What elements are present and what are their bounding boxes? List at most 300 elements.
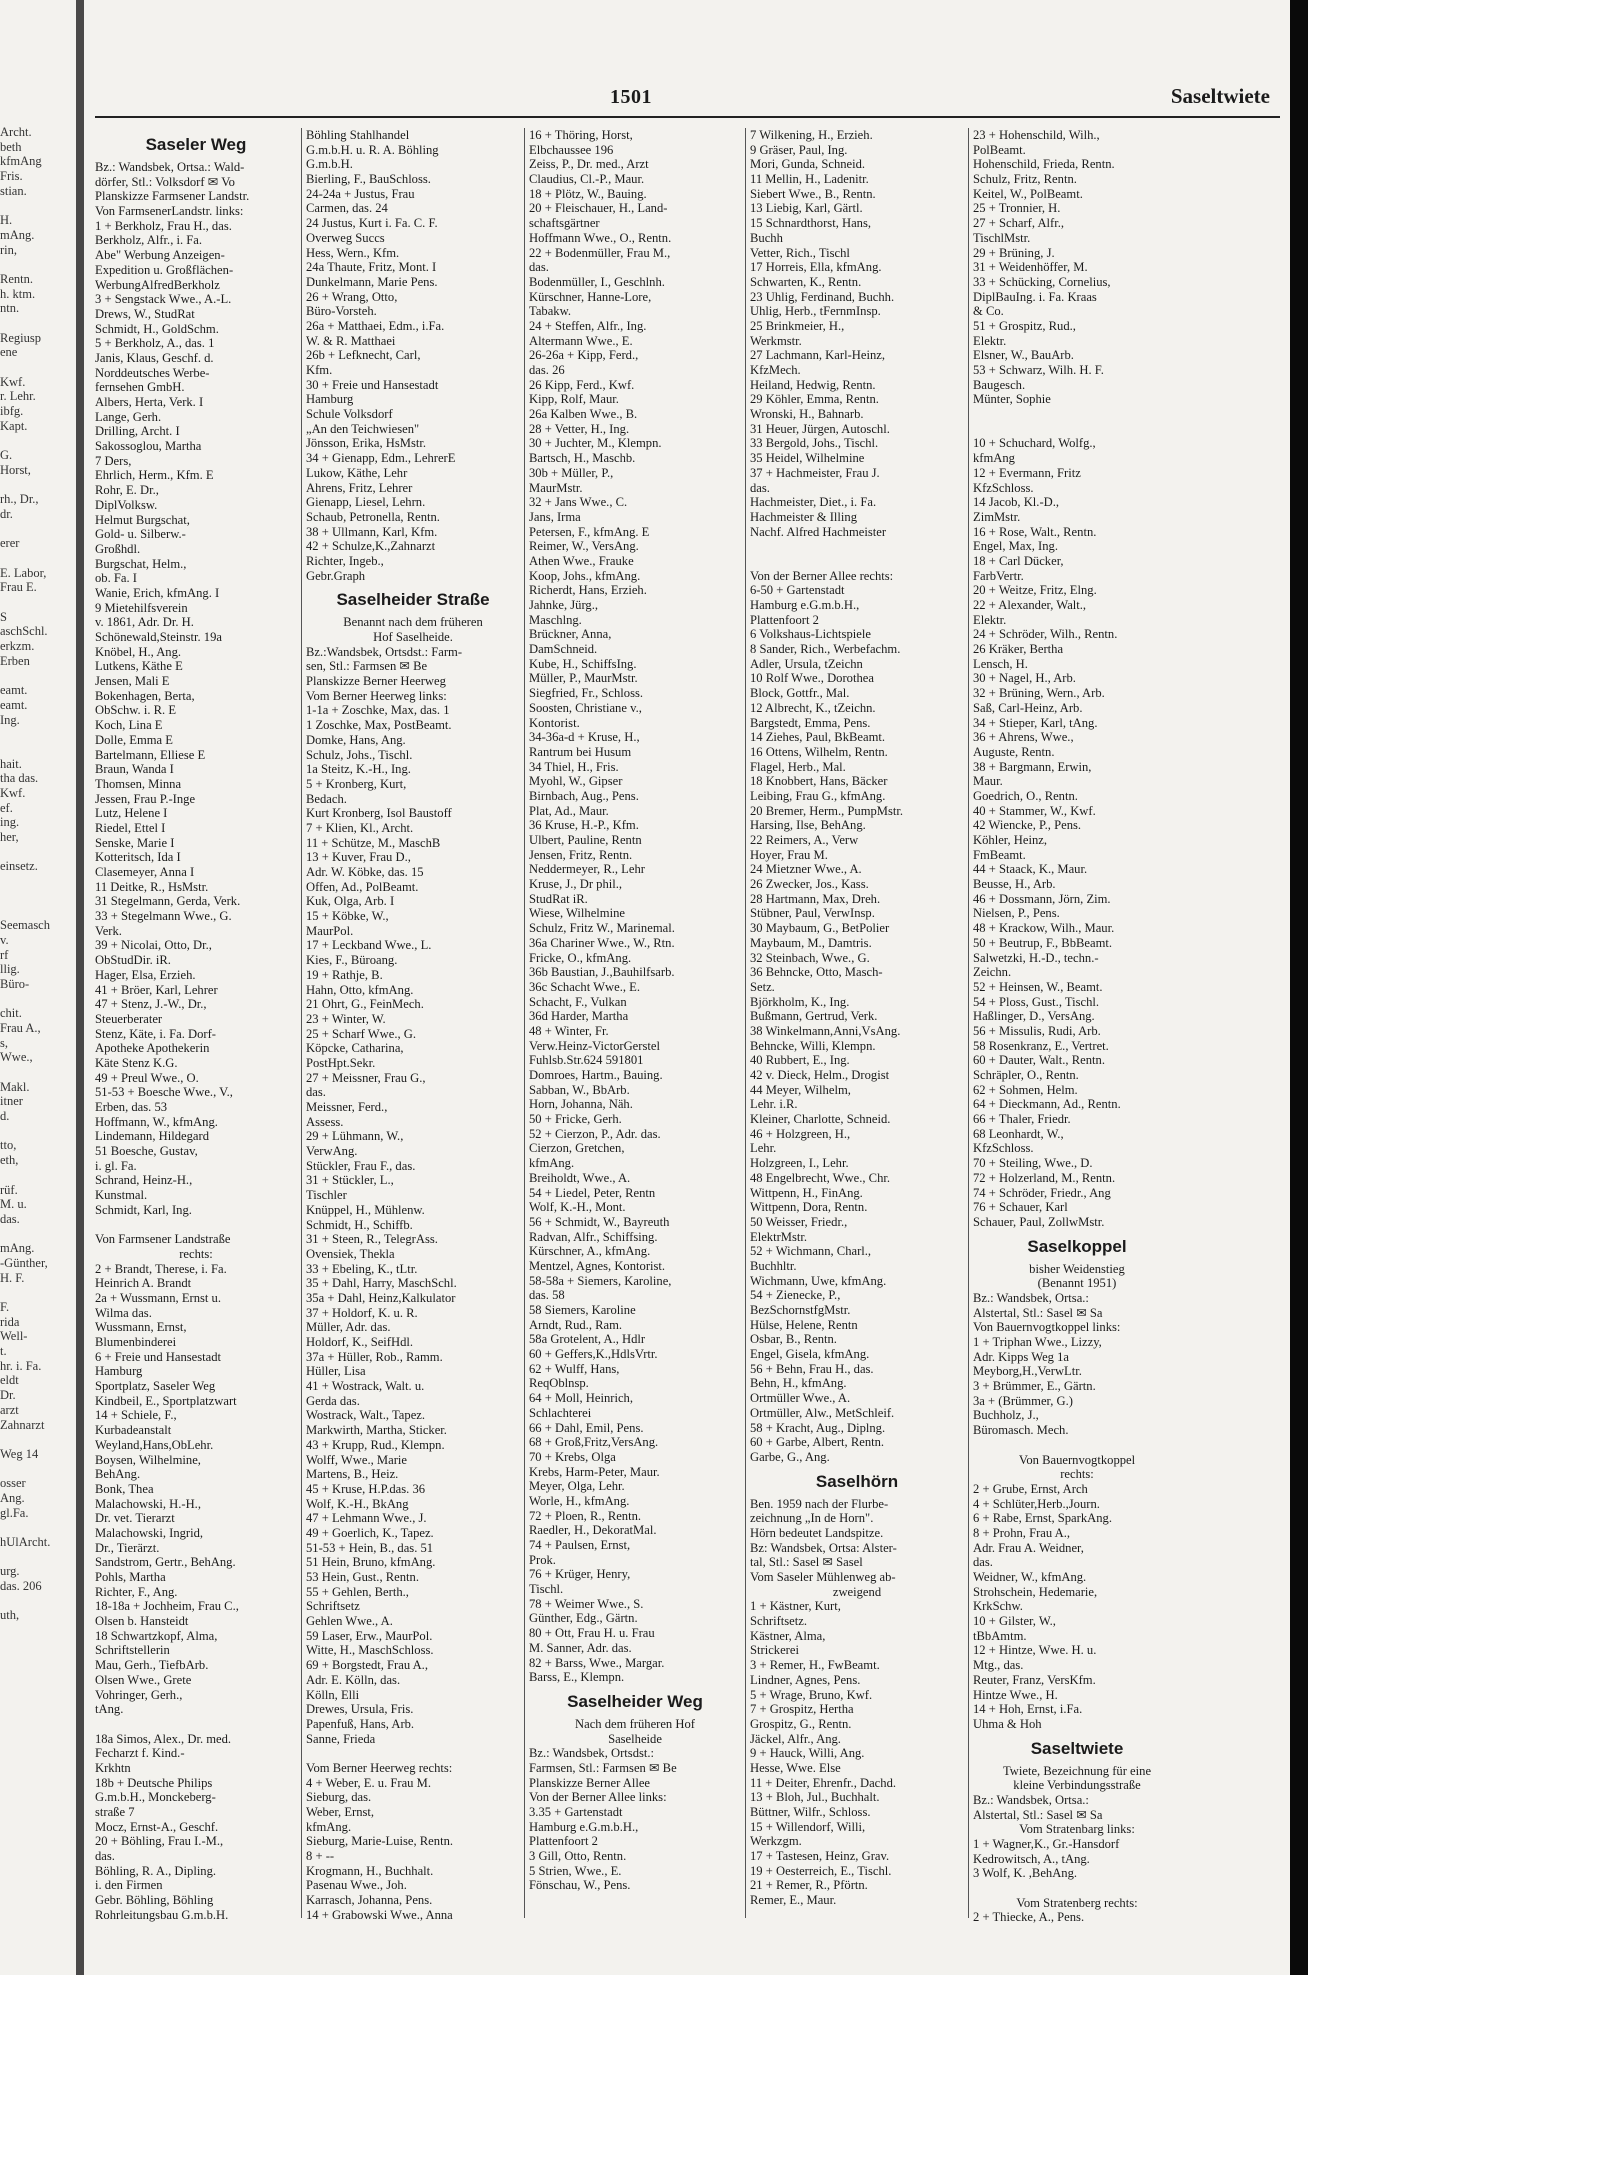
street-note: (Benannt 1951) <box>1037 1276 1117 1291</box>
directory-entry: 56 + Missulis, Rudi, Arb. <box>973 1023 1101 1038</box>
directory-entry: ObStudDir. iR. <box>95 953 171 968</box>
directory-entry: 24 + Schröder, Wilh., Rentn. <box>973 627 1118 642</box>
directory-entry: 31 Stegelmann, Gerda, Verk. <box>95 894 241 909</box>
directory-entry: Bz.: Wandsbek, Ortsa.: <box>973 1792 1089 1807</box>
directory-entry: Lutz, Helene I <box>95 806 168 821</box>
directory-entry: 28 Hartmann, Max, Dreh. <box>750 891 881 906</box>
directory-entry: 74 + Schröder, Friedr., Ang <box>973 1185 1111 1200</box>
directory-entry: Bz.: Wandsbek, Ortsa.: Wald- <box>95 160 245 174</box>
directory-entry: 20 + Böhling, Frau I.-M., <box>95 1834 224 1849</box>
directory-entry: Olsen Wwe., Grete <box>95 1672 192 1687</box>
directory-entry: 16 + Thöring, Horst, <box>529 128 633 142</box>
directory-entry: KfzSchloss. <box>973 1141 1034 1156</box>
margin-fragment: v. <box>0 932 9 947</box>
directory-entry: Kotteritsch, Ida I <box>95 850 181 865</box>
directory-entry: Sanne, Frieda <box>306 1731 376 1746</box>
directory-entry: Verk. <box>95 923 122 938</box>
margin-fragment <box>0 1227 72 1242</box>
directory-entry: KfzSchloss. <box>973 480 1034 495</box>
margin-fragment: ing. <box>0 815 20 830</box>
directory-entry: W. & R. Matthaei <box>306 333 396 348</box>
directory-entry: Böhling, R. A., Dipling. <box>95 1863 217 1878</box>
directory-entry: 3 + Brümmer, E., Gärtn. <box>973 1379 1096 1394</box>
directory-entry: Keitel, W., PolBeamt. <box>973 186 1083 201</box>
directory-entry: Kruse, J., Dr phil., <box>529 877 623 892</box>
directory-entry: Gerda das. <box>306 1393 360 1408</box>
directory-entry: Baugesch. <box>973 377 1026 392</box>
margin-fragment: Ing. <box>0 712 20 727</box>
directory-entry: Buchh <box>750 230 783 245</box>
directory-entry: Gebr.Graph <box>306 568 366 583</box>
directory-entry: ZimMstr. <box>973 509 1021 524</box>
margin-fragment: Zahnarzt <box>0 1417 45 1432</box>
margin-fragment: h. ktm. <box>0 286 36 301</box>
directory-entry: Knöbel, H., Ang. <box>95 644 182 659</box>
margin-fragment: einsetz. <box>0 859 38 874</box>
directory-entry: 40 + Stammer, W., Kwf. <box>973 803 1096 818</box>
directory-entry: Albers, Herta, Verk. I <box>95 395 204 409</box>
directory-entry: tBbAmtm. <box>973 1628 1027 1643</box>
directory-entry: Petersen, F., kfmAng. E <box>529 524 650 539</box>
directory-entry: Offen, Ad., PolBeamt. <box>306 879 419 894</box>
directory-entry: das. <box>973 1555 993 1570</box>
header-rule <box>95 116 1280 118</box>
directory-entry: 11 Deitke, R., HsMstr. <box>95 879 209 894</box>
directory-entry: 51-53 + Hein, B., das. 51 <box>306 1540 434 1555</box>
directory-entry: Böhling Stahlhandel <box>306 128 410 142</box>
directory-entry: 23 Uhlig, Ferdinand, Buchh. <box>750 289 895 304</box>
directory-column-4 <box>750 128 964 1928</box>
directory-entry: 1 + Wagner,K., Gr.-Hansdorf <box>973 1837 1120 1851</box>
column-divider <box>524 128 525 1918</box>
directory-entry: 17 + Leckband Wwe., L. <box>306 938 432 953</box>
street-heading: Saseltwiete <box>1030 1738 1124 1758</box>
directory-entry: ob. Fa. I <box>95 571 137 586</box>
directory-entry: i. den Firmen <box>95 1878 163 1893</box>
directory-entry: Ortmüller, Alw., MetSchleif. <box>750 1405 895 1420</box>
directory-entry: Domroes, Hartm., Bauing. <box>529 1068 663 1082</box>
directory-entry: 72 + Holzerland, M., Rentn. <box>973 1170 1116 1185</box>
directory-entry: 18 + Carl Dücker, <box>973 553 1064 568</box>
margin-fragment: Kwf. <box>0 374 26 389</box>
directory-entry: 13 + Kuver, Frau D., <box>306 850 411 865</box>
street-note: rechts: <box>1060 1467 1094 1482</box>
directory-entry: 21 + Remer, R., Pförtn. <box>750 1878 868 1893</box>
margin-fragment: t. <box>0 1344 7 1359</box>
directory-entry: 62 + Wulff, Hans, <box>529 1361 620 1376</box>
directory-entry: Behncke, Willi, Klempn. <box>750 1038 876 1053</box>
directory-entry: 68 + Groß,Fritz,VersAng. <box>529 1435 659 1450</box>
directory-entry: Elbchaussee 196 <box>529 142 614 157</box>
directory-entry: Fricke, O., kfmAng. <box>529 950 632 965</box>
directory-entry: Planskizze Berner Heerweg <box>306 674 446 689</box>
directory-entry: Bonk, Thea <box>95 1481 154 1496</box>
directory-entry: 30 Maybaum, G., BetPolier <box>750 921 890 936</box>
directory-entry: Auguste, Rentn. <box>973 744 1055 759</box>
directory-entry: 37a + Hüller, Rob., Ramm. <box>306 1349 443 1364</box>
directory-entry: Mtg., das. <box>973 1658 1024 1673</box>
directory-entry: Sieburg, das. <box>306 1790 372 1805</box>
directory-entry: Saß, Carl-Heinz, Arb. <box>973 700 1083 715</box>
directory-entry: Kies, F., Büroang. <box>306 953 398 968</box>
page-number: 1501 <box>610 86 652 108</box>
directory-entry: DamSchneid. <box>529 642 598 657</box>
directory-entry: Lutkens, Käthe E <box>95 659 183 674</box>
directory-entry: 36c Schacht Wwe., E. <box>529 979 640 994</box>
margin-fragment: her, <box>0 830 19 844</box>
directory-entry: 27 + Scharf, Alfr., <box>973 216 1065 231</box>
directory-entry: Engel, Gisela, kfmAng. <box>750 1347 870 1362</box>
directory-entry: Bz.:Wandsbek, Ortsdst.: Farm- <box>306 644 463 659</box>
directory-entry: 7 Ders, <box>95 453 132 468</box>
directory-entry: 26a + Matthaei, Edm., i.Fa. <box>306 318 445 333</box>
directory-entry: Drilling, Archt. I <box>95 424 180 439</box>
directory-entry: Maur. <box>973 774 1003 789</box>
directory-entry: 32 Steinbach, Wwe., G. <box>750 950 870 965</box>
directory-entry: Rantrum bei Husum <box>529 744 632 759</box>
margin-fragment: hait. <box>0 756 22 771</box>
margin-fragment: E. Labor, <box>0 565 47 580</box>
directory-entry: Norddeutsches Werbe- <box>95 365 210 380</box>
directory-entry: 36 Behncke, Otto, Masch- <box>750 965 883 980</box>
directory-entry: Plat, Ad., Maur. <box>529 803 609 818</box>
street-note: Vom Stratenberg rechts: <box>1016 1895 1138 1910</box>
directory-entry: 35 Heidel, Wilhelmine <box>750 451 865 466</box>
directory-entry: Bz.: Wandsbek, Ortsdst.: <box>529 1746 655 1761</box>
directory-entry: MaurPol. <box>306 923 354 938</box>
directory-entry: Wilma das. <box>95 1305 152 1320</box>
directory-entry: Stenz, Käte, i. Fa. Dorf- <box>95 1026 217 1041</box>
directory-entry: 70 + Steiling, Wwe., D. <box>973 1156 1093 1171</box>
directory-entry: das. <box>529 260 549 275</box>
margin-fragment <box>0 727 72 742</box>
street-note: Twiete, Bezeichnung für eine <box>1002 1763 1152 1778</box>
directory-entry: Dr. vet. Tierarzt <box>95 1511 175 1526</box>
directory-entry: 12 + Evermann, Fritz <box>973 465 1081 480</box>
directory-entry: 51 + Grospitz, Rud., <box>973 318 1076 333</box>
page-gutter <box>76 0 84 1975</box>
directory-entry: 26-26a + Kipp, Ferd., <box>529 348 639 363</box>
directory-entry: DiplBauIng. i. Fa. Kraas <box>973 289 1097 304</box>
margin-fragment: mAng. <box>0 1241 35 1256</box>
directory-entry: 1 Zoschke, Max, PostBeamt. <box>306 718 452 733</box>
directory-entry: Meyborg,H.,VerwLtr. <box>973 1364 1082 1379</box>
directory-entry: Hüller, Lisa <box>306 1364 366 1379</box>
directory-entry: 76 + Krüger, Henry, <box>529 1567 631 1582</box>
directory-entry: 52 + Wichmann, Charl., <box>750 1244 872 1259</box>
directory-entry: 4 + Weber, E. u. Frau M. <box>306 1775 431 1790</box>
margin-fragment: Erben <box>0 653 30 668</box>
directory-entry: Hohenschild, Frieda, Rentn. <box>973 157 1115 172</box>
directory-entry: 13 + Bloh, Jul., Buchhalt. <box>750 1790 880 1805</box>
directory-entry: 56 + Behn, Frau H., das. <box>750 1361 874 1376</box>
directory-entry: Pasenau Wwe., Joh. <box>306 1878 407 1893</box>
directory-entry: Wanie, Erich, kfmAng. I <box>95 585 220 600</box>
directory-entry: Zeichn. <box>973 965 1012 980</box>
margin-fragment: S <box>0 609 7 624</box>
directory-entry: Von der Berner Allee links: <box>529 1790 667 1805</box>
directory-entry: sen, Stl.: Farmsen ✉ Be <box>306 659 428 674</box>
directory-entry: Maybaum, M., Damtris. <box>750 935 872 950</box>
directory-entry: Brückner, Anna, <box>529 627 612 642</box>
directory-entry: 24 Mietzner Wwe., A. <box>750 862 862 877</box>
margin-fragment: ibfg. <box>0 404 24 419</box>
margin-fragment <box>0 1124 72 1139</box>
directory-entry: 66 + Dahl, Emil, Pens. <box>529 1420 644 1435</box>
directory-entry: 14 + Grabowski Wwe., Anna <box>306 1907 453 1922</box>
directory-entry: Von Farmsener Landstraße <box>95 1232 231 1247</box>
directory-entry: Senske, Marie I <box>95 835 175 850</box>
directory-entry: Karrasch, Johanna, Pens. <box>306 1893 433 1908</box>
column-divider <box>301 128 302 1918</box>
directory-entry: Wittpenn, Dora, Rentn. <box>750 1200 868 1215</box>
directory-entry: 11 Mellin, H., Ladenitr. <box>750 172 869 187</box>
directory-entry: Braun, Wanda I <box>95 762 174 777</box>
directory-entry: 6 + Freie und Hansestadt <box>95 1349 222 1364</box>
directory-entry: Adler, Ursula, tZeichn <box>750 656 863 671</box>
directory-entry: 18-18a + Jochheim, Frau C., <box>95 1599 239 1614</box>
margin-fragment: Kapt. <box>0 418 28 433</box>
directory-entry: 23 + Hohenschild, Wilh., <box>973 128 1100 142</box>
directory-entry: Bokenhagen, Berta, <box>95 688 195 703</box>
margin-fragment: itner <box>0 1094 23 1109</box>
directory-entry: Malachowski, H.-H., <box>95 1496 201 1511</box>
directory-entry: Wussmann, Ernst, <box>95 1320 187 1335</box>
directory-entry: Vetter, Rich., Tischl <box>750 245 850 260</box>
directory-entry: Janis, Klaus, Geschf. d. <box>95 350 214 365</box>
directory-entry: Planskizze Farmsener Landstr. <box>95 189 250 204</box>
directory-entry: Müller, Adr. das. <box>306 1320 391 1335</box>
directory-entry: 26 Kipp, Ferd., Kwf. <box>529 377 635 392</box>
directory-entry: Wichmann, Uwe, kfmAng. <box>750 1273 887 1288</box>
directory-entry: 30 + Juchter, M., Klempn. <box>529 436 662 451</box>
directory-entry: 43 + Krupp, Rud., Klempn. <box>306 1437 445 1452</box>
directory-entry: 16 + Rose, Walt., Rentn. <box>973 524 1097 539</box>
directory-entry: Flagel, Herb., Mal. <box>750 759 846 774</box>
directory-entry: 82 + Barss, Wwe., Margar. <box>529 1655 665 1670</box>
directory-entry: Hoffmann Wwe., O., Rentn. <box>529 230 672 245</box>
directory-entry: FmBeamt. <box>973 847 1026 862</box>
directory-entry: Kölln, Elli <box>306 1687 360 1702</box>
directory-entry: „An den Teichwiesen" <box>306 421 420 436</box>
directory-entry: Salwetzki, H.-D., techn.- <box>973 950 1099 965</box>
directory-entry: Richter, Ingeb., <box>306 553 384 568</box>
directory-entry: 36d Harder, Martha <box>529 1009 629 1024</box>
directory-entry: Radvan, Alfr., Schiffsing. <box>529 1229 658 1244</box>
directory-entry: Büttner, Wilfr., Schloss. <box>750 1805 871 1819</box>
directory-entry: 11 + Schütze, M., MaschB <box>306 835 441 850</box>
street-note: Hof Saselheide. <box>373 630 453 644</box>
directory-entry: Myohl, W., Gipser <box>529 774 623 789</box>
directory-entry: Schulz, Fritz, Rentn. <box>973 172 1077 187</box>
margin-fragment: Kwf. <box>0 785 26 800</box>
directory-entry: Rohr, E. Dr., <box>95 483 159 498</box>
directory-entry: Kipp, Rolf, Maur. <box>529 392 619 407</box>
directory-entry: Mentzel, Agnes, Kontorist. <box>529 1258 666 1273</box>
street-note: bisher Weidenstieg <box>1029 1261 1125 1276</box>
margin-fragment <box>0 992 72 1007</box>
directory-entry: Athen Wwe., Frauke <box>529 553 634 568</box>
directory-entry: Schauer, Paul, ZollwMstr. <box>973 1214 1105 1229</box>
directory-entry: Strohschein, Hedemarie, <box>973 1584 1098 1599</box>
directory-entry: 38 Winkelmann,Anni,VsAng. <box>750 1023 901 1038</box>
directory-entry: 36 Kruse, H.-P., Kfm. <box>529 818 639 833</box>
directory-entry: Thomsen, Minna <box>95 776 182 791</box>
directory-entry: Wronski, H., Bahnarb. <box>750 407 864 422</box>
directory-entry: Meissner, Ferd., <box>306 1100 388 1114</box>
directory-entry: Schönewald,Steinstr. 19a <box>95 630 222 644</box>
directory-entry: Goedrich, O., Rentn. <box>973 788 1078 803</box>
directory-entry: 3 + Sengstack Wwe., A.-L. <box>95 292 232 307</box>
directory-entry: Overweg Succs <box>306 230 385 245</box>
directory-entry: 4 + Schlüter,Herb.,Journ. <box>973 1496 1100 1511</box>
directory-entry: Weidner, W., kfmAng. <box>973 1570 1087 1584</box>
directory-entry: 42 + Schulze,K.,Zahnarzt <box>306 539 436 554</box>
directory-entry: Kube, H., SchiffsIng. <box>529 656 637 671</box>
margin-fragment: arzt <box>0 1402 19 1417</box>
street-note: Von Bauernvogtkoppel <box>1018 1452 1136 1467</box>
directory-entry: 7 Wilkening, H., Erzieh. <box>750 128 873 142</box>
margin-fragment: tto, <box>0 1138 17 1153</box>
directory-entry: 58 Rosenkranz, E., Vertret. <box>973 1038 1109 1053</box>
directory-entry: 12 + Hintze, Wwe. H. u. <box>973 1643 1097 1658</box>
directory-entry: Hoyer, Frau M. <box>750 847 828 862</box>
margin-fragment: beth <box>0 139 22 154</box>
directory-entry: Björkholm, K., Ing. <box>750 994 850 1009</box>
directory-entry: 15 + Köbke, W., <box>306 909 389 924</box>
directory-entry: 6 + Rabe, Ernst, SparkAng. <box>973 1511 1112 1526</box>
directory-entry: Arndt, Rud., Ram. <box>529 1317 623 1332</box>
directory-entry: 14 + Schiele, F., <box>95 1408 177 1423</box>
directory-entry: Mocz, Ernst-A., Geschf. <box>95 1819 219 1834</box>
directory-entry: Lange, Gerh. <box>95 409 162 424</box>
directory-entry: Kurbadeanstalt <box>95 1423 172 1438</box>
directory-entry: Berkholz, Alfr., i. Fa. <box>95 233 203 248</box>
directory-entry: 26b + Lefknecht, Carl, <box>306 348 421 363</box>
margin-fragment <box>0 1168 72 1183</box>
directory-entry: Claudius, Cl.-P., Maur. <box>529 172 645 187</box>
directory-entry: Ovensiek, Thekla <box>306 1246 395 1261</box>
directory-entry: Fönschau, W., Pens. <box>529 1878 631 1893</box>
directory-entry: 2a + Wussmann, Ernst u. <box>95 1290 221 1305</box>
directory-entry: Schacht, F., Vulkan <box>529 994 627 1009</box>
directory-entry: 2 + Brandt, Therese, i. Fa. <box>95 1261 227 1276</box>
directory-entry: Hamburg e.G.m.b.H., <box>529 1819 639 1834</box>
directory-entry: ElektrMstr. <box>750 1229 808 1244</box>
directory-entry: Steuerberater <box>95 1011 163 1026</box>
directory-entry: Elektr. <box>973 333 1007 348</box>
directory-entry: & Co. <box>973 304 1004 319</box>
directory-entry: Beusse, H., Arb. <box>973 877 1056 892</box>
margin-fragment: eamt. <box>0 697 28 712</box>
running-head: Saseltwiete <box>1170 84 1270 108</box>
directory-entry: Weyland,Hans,ObLehr. <box>95 1437 214 1452</box>
directory-entry: 45 + Kruse, H.P.das. 36 <box>306 1481 426 1496</box>
directory-entry: Schriftsetz. <box>750 1614 808 1629</box>
directory-entry: FarbVertr. <box>973 568 1024 583</box>
margin-fragment: d. <box>0 1109 10 1124</box>
margin-fragment: Well- <box>0 1329 28 1344</box>
directory-entry: 24a Thaute, Fritz, Mont. I <box>306 260 437 275</box>
margin-fragment: Horst, <box>0 462 31 477</box>
directory-entry: 30b + Müller, P., <box>529 465 614 480</box>
directory-entry: Alstertal, Stl.: Sasel ✉ Sa <box>973 1305 1103 1320</box>
directory-entry: Schrand, Heinz-H., <box>95 1173 193 1188</box>
margin-fragment <box>0 1462 72 1477</box>
directory-entry: 54 + Liedel, Peter, Rentn <box>529 1185 656 1200</box>
directory-entry: Hess, Wern., Kfm. <box>306 245 400 260</box>
directory-entry: das. <box>750 480 770 495</box>
directory-entry: 62 + Sohmen, Helm. <box>973 1082 1078 1097</box>
directory-entry: Kleiner, Charlotte, Schneid. <box>750 1112 891 1127</box>
directory-entry: Jäckel, Alfr., Ang. <box>750 1731 841 1746</box>
directory-entry: Sakossoglou, Martha <box>95 439 202 454</box>
directory-entry: Adr. E. Kölln, das. <box>306 1672 401 1687</box>
margin-fragment: tha das. <box>0 771 39 786</box>
directory-entry: Kürschner, A., kfmAng. <box>529 1244 651 1259</box>
directory-entry: Ahrens, Fritz, Lehrer <box>306 480 413 495</box>
margin-fragment: M. u. <box>0 1197 27 1212</box>
directory-entry: Adr. Frau A. Weidner, <box>973 1540 1084 1555</box>
directory-entry: PolBeamt. <box>973 142 1026 157</box>
directory-entry: Elektr. <box>973 612 1007 627</box>
directory-entry: Weber, Ernst, <box>306 1805 375 1819</box>
directory-entry: Bartelmann, Elliese E <box>95 747 206 762</box>
directory-entry: Bodenmüller, I., Geschlnh. <box>529 274 665 289</box>
directory-entry: 22 + Bodenmüller, Frau M., <box>529 245 671 260</box>
directory-entry: Buchhltr. <box>750 1258 797 1273</box>
directory-entry: Wolff, Wwe., Marie <box>306 1452 407 1467</box>
street-note: Benannt nach dem früheren <box>343 615 483 630</box>
directory-entry: 26 Zwecker, Jos., Kass. <box>750 877 869 892</box>
directory-entry: Wolf, K.-H., Mont. <box>529 1200 626 1215</box>
directory-entry: Sieburg, Marie-Luise, Rentn. <box>306 1834 454 1849</box>
directory-entry: Vom Saseler Mühlenweg ab- <box>750 1570 896 1584</box>
margin-fragment: rida <box>0 1314 20 1329</box>
directory-entry: Heiland, Hedwig, Rentn. <box>750 377 876 392</box>
directory-entry: Drews, W., StudRat <box>95 306 195 321</box>
directory-entry: Kürschner, Hanne-Lore, <box>529 289 652 304</box>
directory-entry: das. <box>95 1849 115 1864</box>
directory-entry: Harsing, Ilse, BehAng. <box>750 818 866 833</box>
margin-fragment: eth, <box>0 1153 19 1168</box>
directory-entry: Adr. W. Köbke, das. 15 <box>306 865 424 879</box>
directory-entry: 58 + Kracht, Aug., Diplng. <box>750 1420 886 1435</box>
directory-entry: 31 + Stückler, L., <box>306 1173 394 1188</box>
directory-entry: Boysen, Wilhelmine, <box>95 1452 201 1467</box>
directory-entry: 52 + Heinsen, W., Beamt. <box>973 979 1103 994</box>
margin-fragment: urg. <box>0 1564 20 1579</box>
directory-entry: ReqOblnsp. <box>529 1376 589 1391</box>
directory-entry: Hahn, Otto, kfmAng. <box>306 982 414 997</box>
directory-entry <box>95 1717 297 1732</box>
margin-fragment: Weg 14 <box>0 1446 39 1461</box>
directory-entry: 42 Wiencke, P., Pens. <box>973 818 1082 833</box>
directory-entry: 51-53 + Boesche Wwe., V., <box>95 1085 233 1100</box>
directory-entry: Jönsson, Erika, HsMstr. <box>306 436 426 451</box>
directory-entry: G.m.b.H., Monckeberg- <box>95 1790 216 1805</box>
directory-entry: Riedel, Ettel I <box>95 820 166 835</box>
directory-entry: Ortmüller Wwe., A. <box>750 1391 851 1406</box>
directory-entry: Von der Berner Allee rechts: <box>750 568 894 583</box>
margin-fragment <box>0 845 72 860</box>
margin-fragment: rüf. <box>0 1182 18 1197</box>
directory-entry: Lukow, Käthe, Lehr <box>306 465 408 480</box>
directory-entry: 12 Albrecht, K., tZeichn. <box>750 700 876 715</box>
directory-entry: Kuk, Olga, Arb. I <box>306 894 395 909</box>
directory-entry: 30 + Nagel, H., Arb. <box>973 671 1076 686</box>
directory-entry: WerbungAlfredBerkholz <box>95 277 220 292</box>
